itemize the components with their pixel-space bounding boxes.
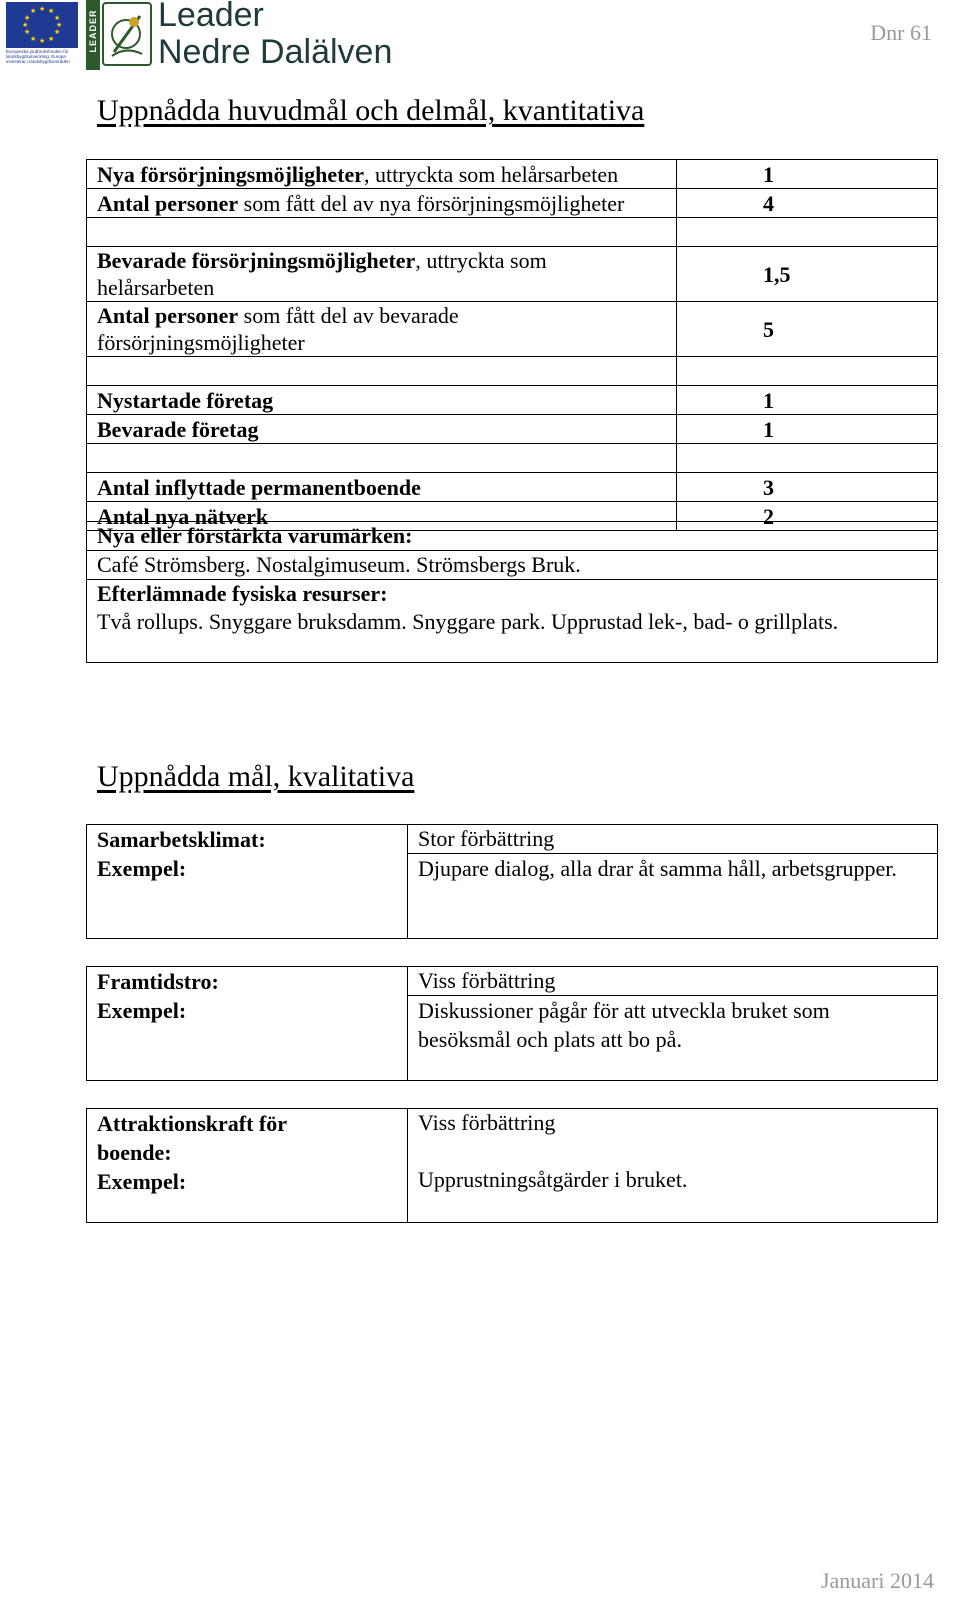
example-text: Diskussioner pågår för att utveckla bruket som besöksmål och plats att bo på. bbox=[418, 998, 830, 1052]
table-row bbox=[87, 302, 938, 357]
table-spacer-row bbox=[87, 357, 938, 386]
qualitative-values bbox=[408, 967, 937, 1080]
table-spacer-row bbox=[87, 444, 938, 473]
criterion-label: Framtidstro: bbox=[97, 969, 219, 994]
row-value: 2 bbox=[677, 502, 938, 531]
row-label: Antal inflyttade permanentboende bbox=[87, 473, 677, 502]
document-number: Dnr 61 bbox=[870, 20, 932, 45]
table-spacer-row bbox=[87, 218, 938, 247]
leader-logo bbox=[86, 0, 154, 70]
row-label: Nya försörjningsmöjligheter, uttryckta som helårsarbeten bbox=[87, 160, 677, 189]
quantitative-table bbox=[86, 159, 938, 531]
rating-text: Viss förbättring bbox=[418, 1110, 556, 1135]
qualitative-box-attraktionskraft bbox=[86, 1108, 938, 1223]
row-value: 3 bbox=[677, 473, 938, 502]
brands-resources-box bbox=[86, 521, 938, 663]
qualitative-labels bbox=[87, 967, 408, 1080]
resources-text: Två rollups. Snyggare bruksdamm. Snyggare park. Upprustad lek-, bad- o grillplats. bbox=[97, 609, 839, 634]
example-label: Exempel: bbox=[97, 1169, 187, 1194]
footer-date: Januari 2014 bbox=[820, 1568, 934, 1593]
qualitative-box-samarbetsklimat bbox=[86, 824, 938, 939]
brands-label: Nya eller förstärkta varumärken: bbox=[97, 523, 413, 548]
brand-line1: Leader bbox=[158, 0, 264, 34]
qualitative-title: Uppnådda mål, kvalitativa bbox=[97, 760, 415, 793]
example-text: Djupare dialog, alla drar åt samma håll, arbetsgrupper. bbox=[418, 856, 897, 881]
criterion-label-cont: boende: bbox=[97, 1140, 172, 1165]
eu-flag-logo bbox=[4, 2, 80, 68]
qualitative-values bbox=[408, 825, 937, 938]
qualitative-labels bbox=[87, 825, 408, 938]
table-row bbox=[87, 473, 938, 502]
row-value: 4 bbox=[677, 189, 938, 218]
row-value: 1 bbox=[677, 415, 938, 444]
table-row bbox=[87, 160, 938, 189]
table-row bbox=[87, 247, 938, 302]
row-label: Bevarade företag bbox=[87, 415, 677, 444]
example-label: Exempel: bbox=[97, 856, 187, 881]
row-label: Antal personer som fått del av nya försörjningsmöjligheter bbox=[87, 189, 677, 218]
eu-caption: Europeiska jordbruksfonden för landsbygdsutveckling: Europa investerar i landsbygdsområden bbox=[6, 49, 70, 64]
brand-name bbox=[158, 0, 392, 70]
leader-emblem-icon bbox=[102, 2, 152, 66]
quantitative-title: Uppnådda huvudmål och delmål, kvantitativa bbox=[97, 94, 645, 127]
box-padding bbox=[87, 636, 937, 662]
row-value: 1 bbox=[677, 160, 938, 189]
brand-line2: Nedre Dalälven bbox=[158, 33, 393, 71]
row-value: 5 bbox=[677, 302, 938, 357]
resources-label: Efterlämnade fysiska resurser: bbox=[87, 579, 937, 608]
leader-stripe-text: LEADER bbox=[88, 9, 98, 53]
criterion-label: Attraktionskraft för bbox=[97, 1111, 288, 1136]
row-label: Nystartade företag bbox=[87, 386, 677, 415]
qualitative-box-framtidstro bbox=[86, 966, 938, 1081]
row-value: 1,5 bbox=[677, 247, 938, 302]
qualitative-values bbox=[408, 1109, 937, 1222]
example-label: Exempel: bbox=[97, 998, 187, 1023]
row-value: 1 bbox=[677, 386, 938, 415]
table-row bbox=[87, 415, 938, 444]
rating-text: Viss förbättring bbox=[408, 967, 937, 996]
criterion-label: Samarbetsklimat: bbox=[97, 827, 266, 852]
row-label: Antal personer som fått del av bevarade försörjningsmöjligheter bbox=[87, 302, 677, 357]
eu-flag-icon: ★ ★ ★ ★ ★ ★ ★ ★ ★ ★ ★ ★ bbox=[6, 2, 78, 48]
example-text: Upprustningsåtgärder i bruket. bbox=[418, 1167, 688, 1192]
table-row bbox=[87, 189, 938, 218]
brands-text: Café Strömsberg. Nostalgimuseum. Strömsbergs Bruk. bbox=[87, 550, 937, 579]
qualitative-labels bbox=[87, 1109, 408, 1222]
row-label: Bevarade försörjningsmöjligheter, uttryckta som helårsarbeten bbox=[87, 247, 677, 302]
table-row bbox=[87, 386, 938, 415]
row-label: Antal nya nätverk bbox=[87, 502, 677, 531]
page-header bbox=[0, 0, 960, 80]
rating-text: Stor förbättring bbox=[408, 825, 937, 854]
